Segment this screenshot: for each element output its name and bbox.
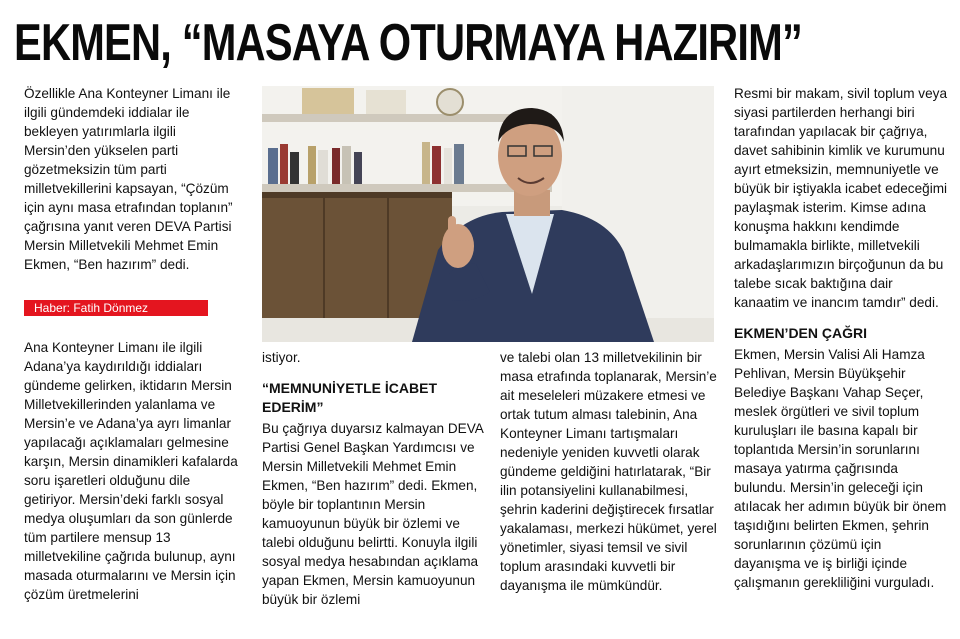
article-column-3 [500, 348, 720, 595]
article-column-1 [24, 338, 238, 604]
body-paragraph: ve talebi olan 13 milletvekilinin bir masa etrafında toplanarak, Mersin’e ait meseleleri müzakere etmesi ve ortak tutum alması talebinin, Ana Konteyner Limanı tartışmaları nedeniyle yeniden kuvvetli olarak gündeme geldiğini hatırlatarak, “Bir ilin potansiyelini kullanabilmesi, şehrin kaderini değiştirecek fırsatlar yakalaması, merkezi hükümet, yerel yönetimler, siyasi temsil ve sivil toplum arasındaki kuvvetli bir dayanışma ile mümkündür. [500, 350, 717, 593]
body-paragraph: Ekmen, Mersin Valisi Ali Hamza Pehlivan, Mersin Büyükşehir Belediye Başkanı Vahap Seçer, meslek örgütleri ve sivil toplum kuruluşları ile basına kapalı bir toplantıda Mersin’in sorunlarını masaya yatırma çağrısında bulundu. Mersin’in geleceği için atılacak her adımın büyük bir önem taşıdığını belirten Ekmen, şehrin sorunlarının çözümü için dayanışma ve iş birliği içinde çalışmanın gerekliliğini vurguladı. [734, 347, 947, 590]
article-column-4 [734, 84, 950, 592]
body-paragraph: Ana Konteyner Limanı ile ilgili Adana’ya kaydırıldığı iddiaları gündeme gelirken, iktidarın Mersin Milletvekillerinden yalanlama ve Mersin’e ve Adana’ya ayrı limanlar yapılacağı açıklamaları gelmesine karşın, Mersin dinamikleri kafalarda soru işaretleri olduğunu dile getiriyor. Mersin’deki farklı sosyal medya oluşumları da son günlerde tüm partilere mensup 13 milletvekiline çağrıda bulunup, aynı masada oturmalarını ve Mersin için çözüm üretmelerini [24, 340, 238, 602]
body-paragraph: Resmi bir makam, sivil toplum veya siyasi partilerden herhangi biri tarafından yapılacak bir çağrıya, davet sahibinin kimlik ve kurumunu ayırt etmeksizin, memnuniyetle ve büyük bir iştiyakla icabet edeceğimi paylaşmak isterim. Kimse adına konuşma hakkını kendimde bulmamakla birlikte, milletvekili arkadaşlarımızın birçoğunun da bu talebe sıcak baktığına dair kanaatim ve inancım tamdır” dedi. [734, 86, 948, 310]
portrait-illustration [262, 86, 714, 342]
body-paragraph: istiyor. [262, 350, 301, 365]
article-column-2 [262, 348, 484, 609]
article-photo [262, 86, 714, 342]
section-heading: “MEMNUNİYETLE İCABET EDERİM” [262, 380, 437, 415]
body-paragraph: Bu çağrıya duyarsız kalmayan DEVA Partisi Genel Başkan Yardımcısı ve Mersin Milletvekili Mehmet Emin Ekmen, “Ben hazırım” dedi. Ekmen, böyle bir toplantının Mersin kamuoyunun büyük bir özlemi ve talebi olduğunu belirtti. Konuyla ilgili sosyal medya hesabından açıklama yapan Ekmen, Mersin kamuoyunun büyük bir özlemi [262, 421, 484, 607]
intro-column [24, 84, 238, 274]
byline-badge: Haber: Fatih Dönmez [24, 300, 208, 316]
headline: EKMEN, “MASAYA OTURMAYA HAZIRIM” [14, 14, 803, 72]
intro-paragraph: Özellikle Ana Konteyner Limanı ile ilgili gündemdeki iddialar ile bekleyen yatırımlarla ilgili Mersin’den yükselen parti gözetmeksizin tüm parti milletvekillerini kapsayan, “Çözüm için aynı masa etrafından toplanın” çağrısına yanıt veren DEVA Partisi Mersin Milletvekili Mehmet Emin Ekmen, “Ben hazırım” dedi. [24, 86, 233, 272]
section-heading: EKMEN’DEN ÇAĞRI [734, 325, 868, 341]
